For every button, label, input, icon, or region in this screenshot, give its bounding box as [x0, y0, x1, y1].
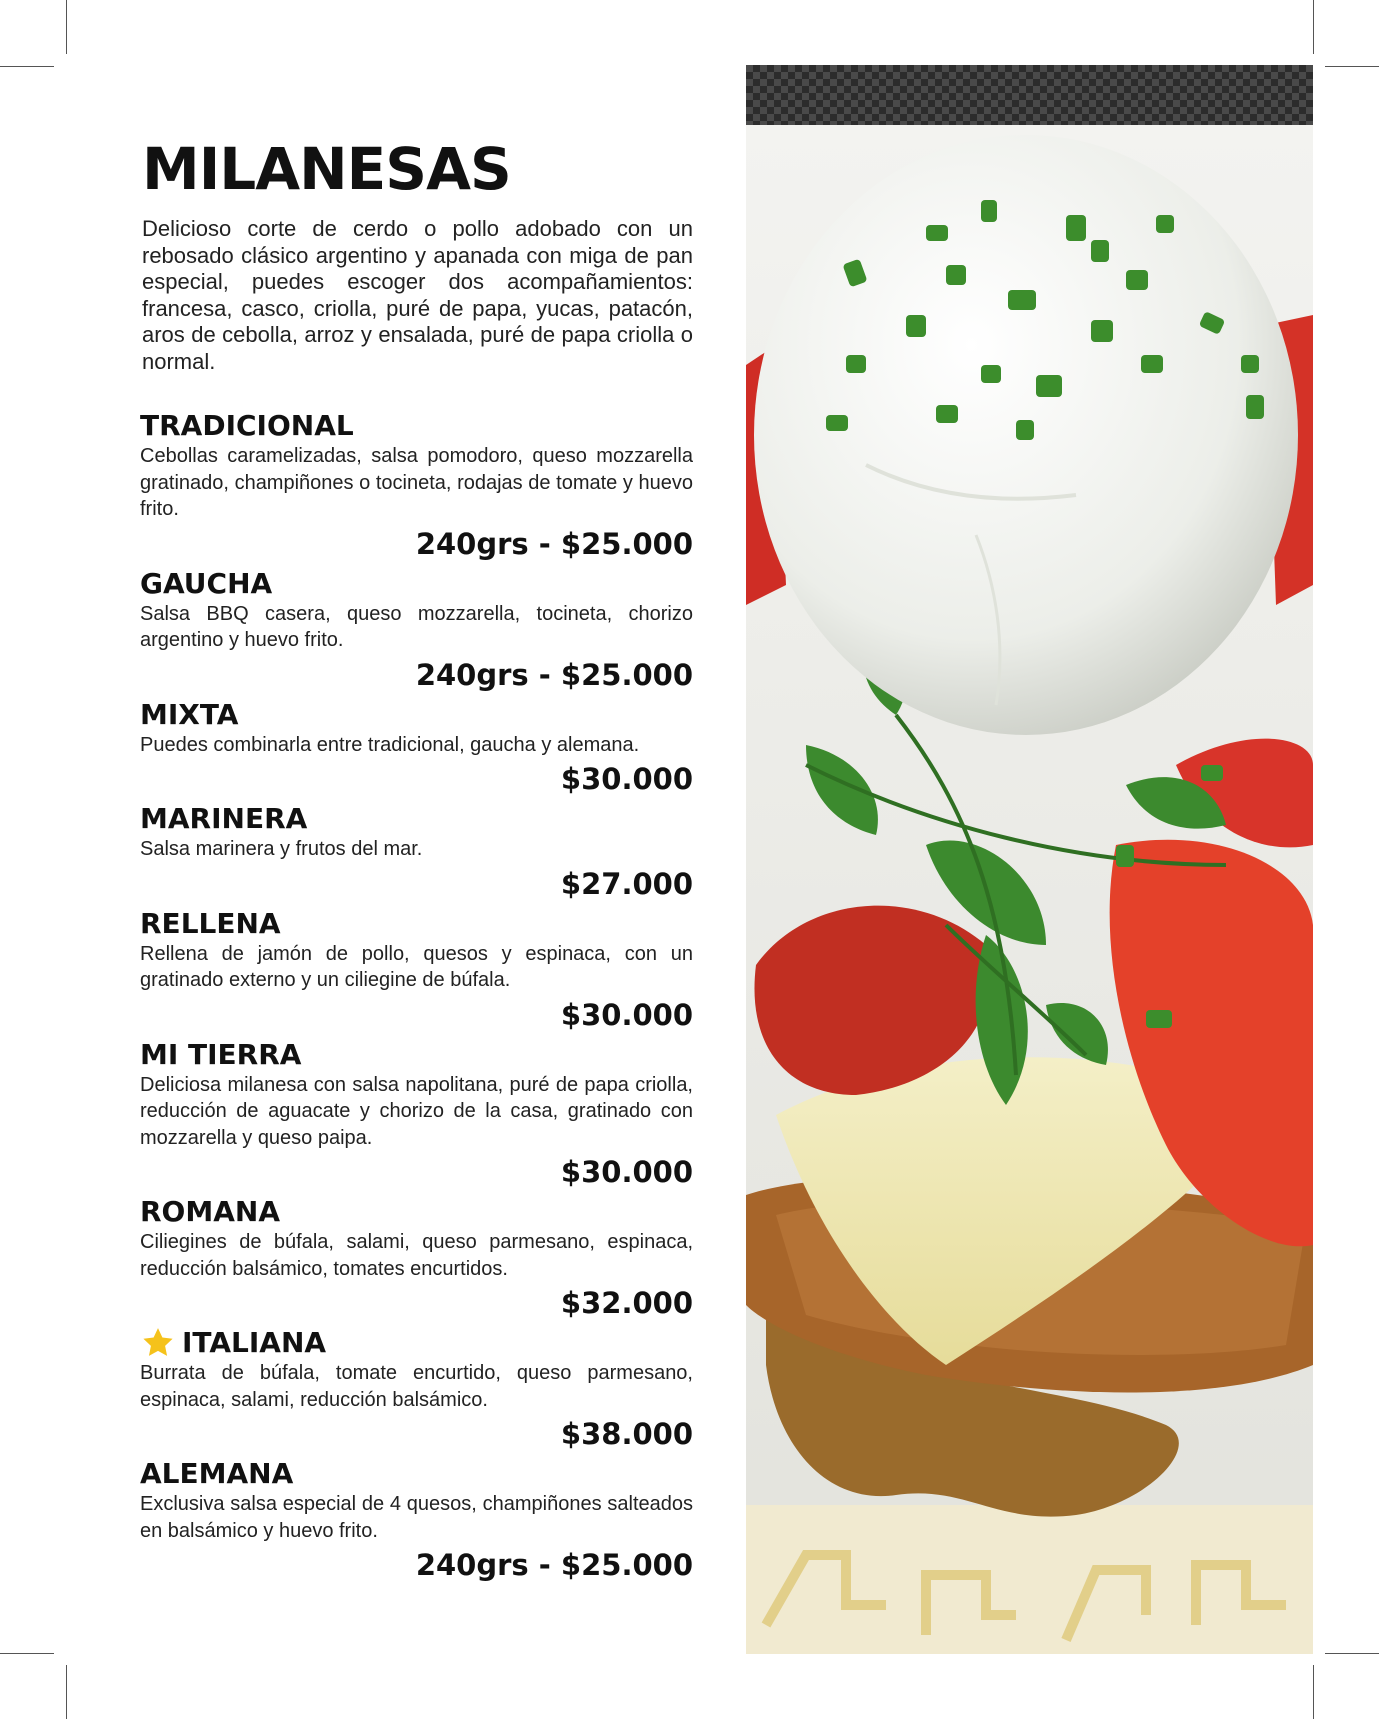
item-name: ALEMANA — [140, 1457, 294, 1490]
menu-column — [140, 135, 693, 1588]
item-name: ROMANA — [140, 1195, 280, 1228]
menu-item-alemana — [140, 1457, 693, 1584]
menu-item-italiana — [140, 1326, 693, 1453]
item-description: Ciliegines de búfala, salami, queso parmesano, espinaca, reducción balsámico, tomates encurtidos. — [140, 1231, 693, 1280]
item-price: $30.000 — [560, 997, 693, 1032]
item-price: $30.000 — [560, 762, 693, 796]
crop-mark — [1325, 66, 1379, 67]
item-name: MIXTA — [140, 697, 239, 731]
item-name: TRADICIONAL — [140, 409, 354, 442]
item-name: GAUCHA — [140, 566, 273, 600]
crop-mark — [0, 66, 54, 67]
item-description: Puedes combinarla entre tradicional, gaucha y alemana. — [140, 733, 640, 756]
item-price: 240grs - $25.000 — [415, 657, 693, 692]
menu-item-mi-tierra — [140, 1038, 693, 1192]
menu-item-mixta — [140, 698, 693, 799]
item-name: MARINERA — [140, 802, 308, 835]
menu-item-gaucha — [140, 567, 693, 694]
page-title: MILANESAS — [142, 135, 511, 203]
item-price: $38.000 — [560, 1417, 693, 1451]
crop-mark — [1313, 0, 1314, 54]
menu-item-tradicional — [140, 409, 693, 563]
item-description: Salsa marinera y frutos del mar. — [140, 838, 423, 860]
item-name-row — [140, 1326, 693, 1360]
item-description: Exclusiva salsa especial de 4 quesos, champiñones salteados en balsámico y huevo frito. — [140, 1493, 693, 1542]
star-icon — [140, 1326, 176, 1360]
item-description: Burrata de búfala, tomate encurtido, queso parmesano, espinaca, salami, reducción balsámico. — [140, 1362, 693, 1411]
food-photo — [746, 65, 1313, 1654]
item-name: RELLENA — [140, 906, 281, 940]
menu-item-rellena — [140, 907, 693, 1034]
crop-mark — [0, 1653, 54, 1654]
menu-item-romana — [140, 1195, 693, 1322]
crop-mark — [1325, 1653, 1379, 1654]
item-price: $27.000 — [560, 866, 693, 901]
item-description: Rellena de jamón de pollo, quesos y espinaca, con un gratinado externo y un ciliegine de búfala. — [140, 942, 693, 991]
item-description: Cebollas caramelizadas, salsa pomodoro, queso mozzarella gratinado, champiñones o tocineta, rodajas de tomate y huevo frito. — [140, 445, 693, 520]
crop-mark — [66, 0, 67, 54]
menu-intro: Delicioso corte de cerdo o pollo adobado con un rebosado clásico argentino y apanada con miga de pan especial, puedes escoger dos acompañamientos: francesa, casco, criolla, puré de papa, yucas, patacón, aros de cebolla, arroz y ensalada, puré de papa criolla o normal. — [142, 216, 693, 374]
item-price: $32.000 — [560, 1286, 693, 1320]
item-price: 240grs - $25.000 — [415, 526, 693, 561]
item-name: MI TIERRA — [140, 1037, 302, 1071]
item-description: Deliciosa milanesa con salsa napolitana, puré de papa criolla, reducción de aguacate y chorizo de la casa, gratinado con mozzarella y queso paipa. — [140, 1073, 693, 1149]
crop-mark — [1313, 1665, 1314, 1719]
item-name: ITALIANA — [182, 1326, 327, 1359]
milanesa-dish-illustration — [746, 65, 1313, 1654]
menu-item-marinera — [140, 802, 693, 903]
item-description: Salsa BBQ casera, queso mozzarella, tocineta, chorizo argentino y huevo frito. — [140, 602, 693, 651]
item-price: 240grs - $25.000 — [415, 1548, 693, 1582]
item-price: $30.000 — [560, 1155, 693, 1189]
crop-mark — [66, 1665, 67, 1719]
